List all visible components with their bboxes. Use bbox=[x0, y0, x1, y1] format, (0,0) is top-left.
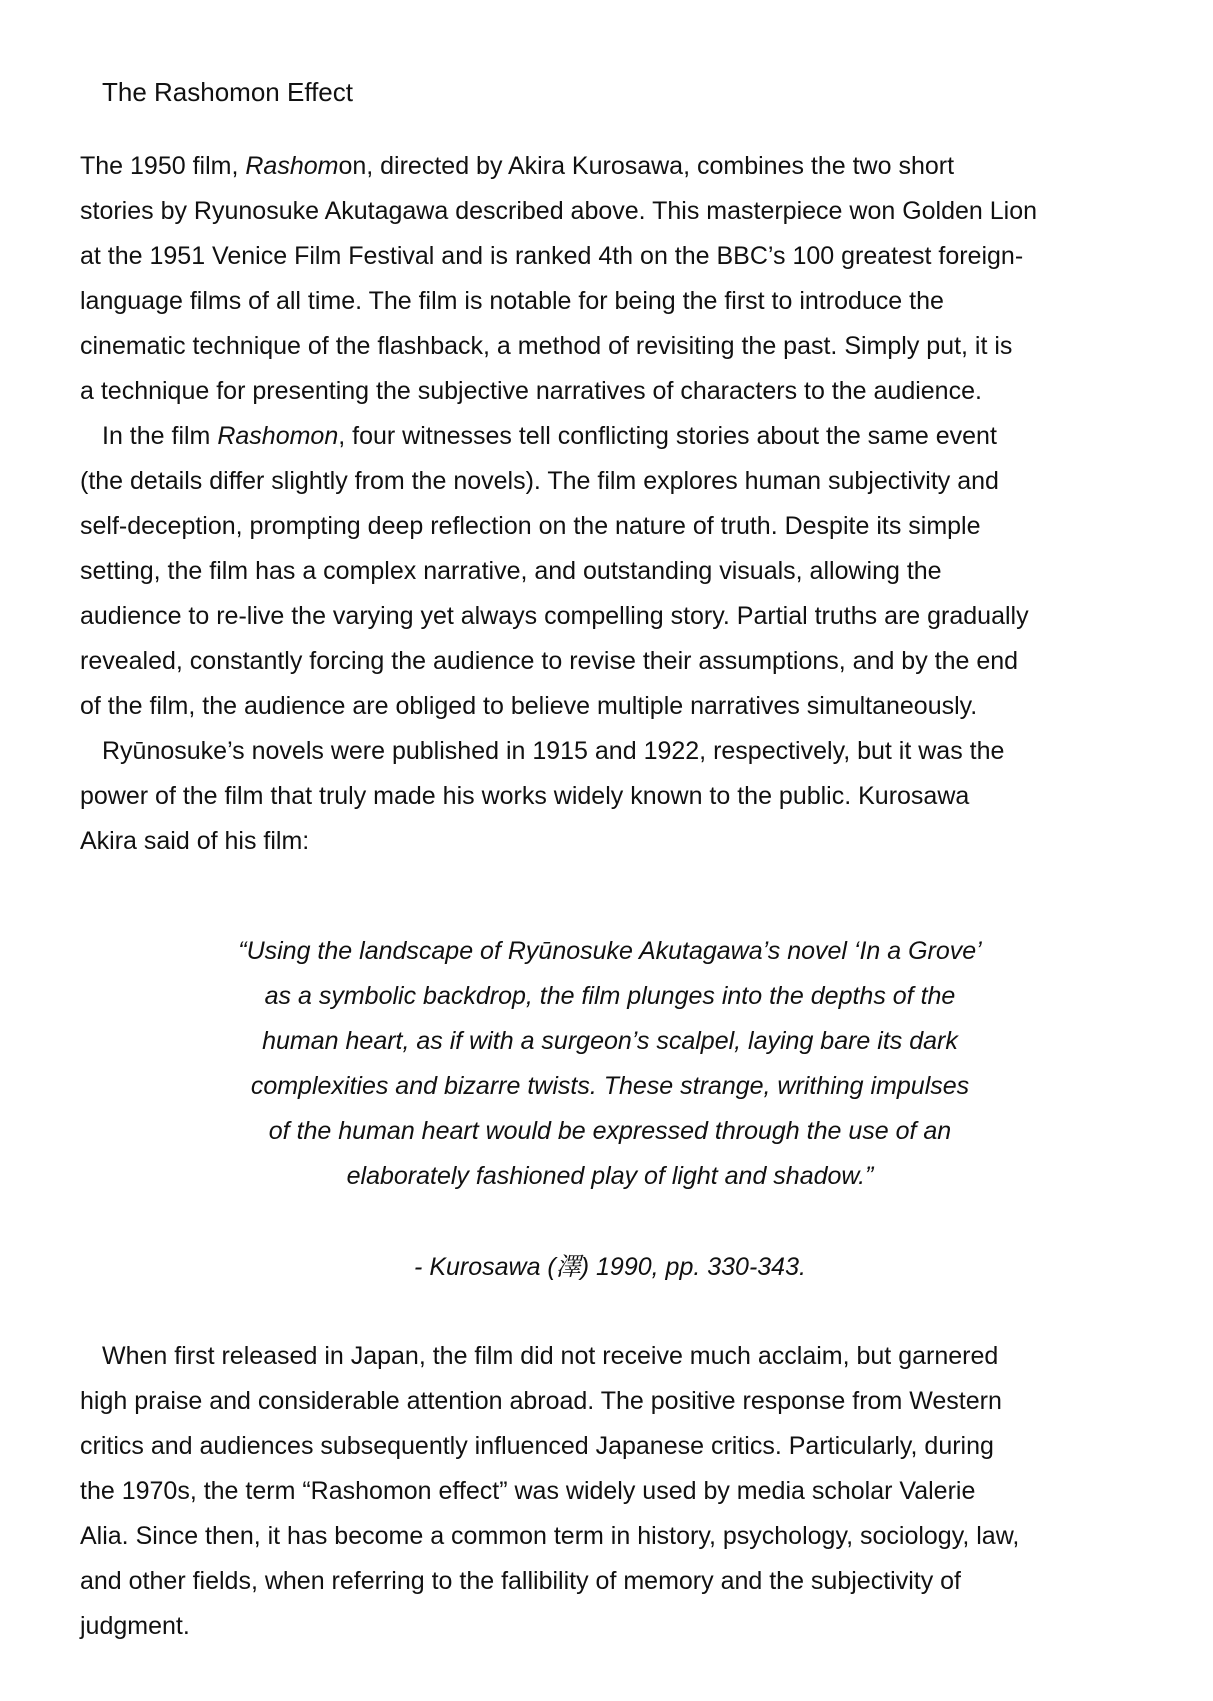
paragraph-1-line-2: stories by Ryunosuke Akutagawa described above. This masterpiece won Golden Lion bbox=[80, 197, 1038, 225]
paragraph-1-line-6: a technique for presenting the subjective narratives of characters to the audience. bbox=[80, 377, 982, 405]
paragraph-2-line-5: audience to re-live the varying yet always compelling story. Partial truths are gradually bbox=[80, 602, 1029, 630]
film-title-italic: Rashomon bbox=[217, 422, 339, 450]
paragraph-1-line-4: language films of all time. The film is notable for being the first to introduce the bbox=[80, 287, 944, 315]
quote-line-4: complexities and bizarre twists. These strange, writhing impulses bbox=[250, 1072, 970, 1100]
paragraph-3-line-2: power of the film that truly made his works widely known to the public. Kurosawa bbox=[80, 782, 970, 810]
paragraph-4-line-4: the 1970s, the term “Rashomon effect” was widely used by media scholar Valerie bbox=[80, 1477, 976, 1505]
paragraph-2 bbox=[80, 414, 1160, 729]
quote-line-3: human heart, as if with a surgeon’s scalpel, laying bare its dark bbox=[262, 1027, 958, 1055]
quote-line-5: of the human heart would be expressed through the use of an bbox=[268, 1117, 952, 1145]
paragraph-4-line-2: high praise and considerable attention abroad. The positive response from Western bbox=[80, 1387, 1002, 1415]
quote-line-6: elaborately fashioned play of light and shadow.” bbox=[346, 1162, 874, 1190]
quote-citation: - Kurosawa (澤) 1990, pp. 330-343. bbox=[414, 1253, 806, 1281]
paragraph-2-line-3: self-deception, prompting deep reflection on the nature of truth. Despite its simple bbox=[80, 512, 981, 540]
paragraph-1-line-1-text-b: on, directed by Akira Kurosawa, combines the two short bbox=[338, 152, 955, 180]
paragraph-3-line-3: Akira said of his film: bbox=[80, 827, 310, 855]
paragraph-4-line-3: critics and audiences subsequently influenced Japanese critics. Particularly, during bbox=[80, 1432, 994, 1460]
paragraph-1-line-5: cinematic technique of the flashback, a method of revisiting the past. Simply put, it is bbox=[80, 332, 1013, 360]
block-quote bbox=[120, 929, 1100, 1199]
paragraph-1-line-1-text-a: The 1950 film, bbox=[80, 152, 246, 180]
quote-line-2: as a symbolic backdrop, the film plunges into the depths of the bbox=[264, 982, 956, 1010]
document-title: The Rashomon Effect bbox=[102, 77, 353, 107]
paragraph-4 bbox=[80, 1334, 1160, 1649]
paragraph-1 bbox=[80, 144, 1160, 414]
paragraph-2-line-4: setting, the film has a complex narrative, and outstanding visuals, allowing the bbox=[80, 557, 942, 585]
paragraph-4-line-7: judgment. bbox=[80, 1612, 190, 1640]
paragraph-3-line-1: Ryūnosuke’s novels were published in 1915 and 1922, respectively, but it was the bbox=[102, 737, 1005, 765]
paragraph-2-line-6: revealed, constantly forcing the audience to revise their assumptions, and by the end bbox=[80, 647, 1019, 675]
quote-line-1: “Using the landscape of Ryūnosuke Akutagawa’s novel ‘In a Grove’ bbox=[238, 937, 982, 965]
paragraph-1-line-3: at the 1951 Venice Film Festival and is ranked 4th on the BBC’s 100 greatest foreign- bbox=[80, 242, 1024, 270]
paragraph-2-line-7: of the film, the audience are obliged to believe multiple narratives simultaneously. bbox=[80, 692, 978, 720]
paragraph-2-line-2: (the details differ slightly from the novels). The film explores human subjectivity and bbox=[80, 467, 999, 495]
paragraph-2-line-1-text-a: In the film bbox=[102, 422, 218, 450]
paragraph-2-line-1 bbox=[80, 414, 1160, 459]
paragraph-1-line-1 bbox=[80, 144, 1160, 189]
paragraph-4-line-1: When first released in Japan, the film did not receive much acclaim, but garnered bbox=[102, 1342, 999, 1370]
paragraph-4-line-6: and other fields, when referring to the fallibility of memory and the subjectivity of bbox=[80, 1567, 961, 1595]
paragraph-4-line-5: Alia. Since then, it has become a common term in history, psychology, sociology, law, bbox=[80, 1522, 1020, 1550]
paragraph-3 bbox=[80, 729, 1160, 864]
paragraph-2-line-1-text-b: , four witnesses tell conflicting stories about the same event bbox=[338, 422, 997, 450]
film-title-italic: Rashom bbox=[245, 152, 339, 180]
